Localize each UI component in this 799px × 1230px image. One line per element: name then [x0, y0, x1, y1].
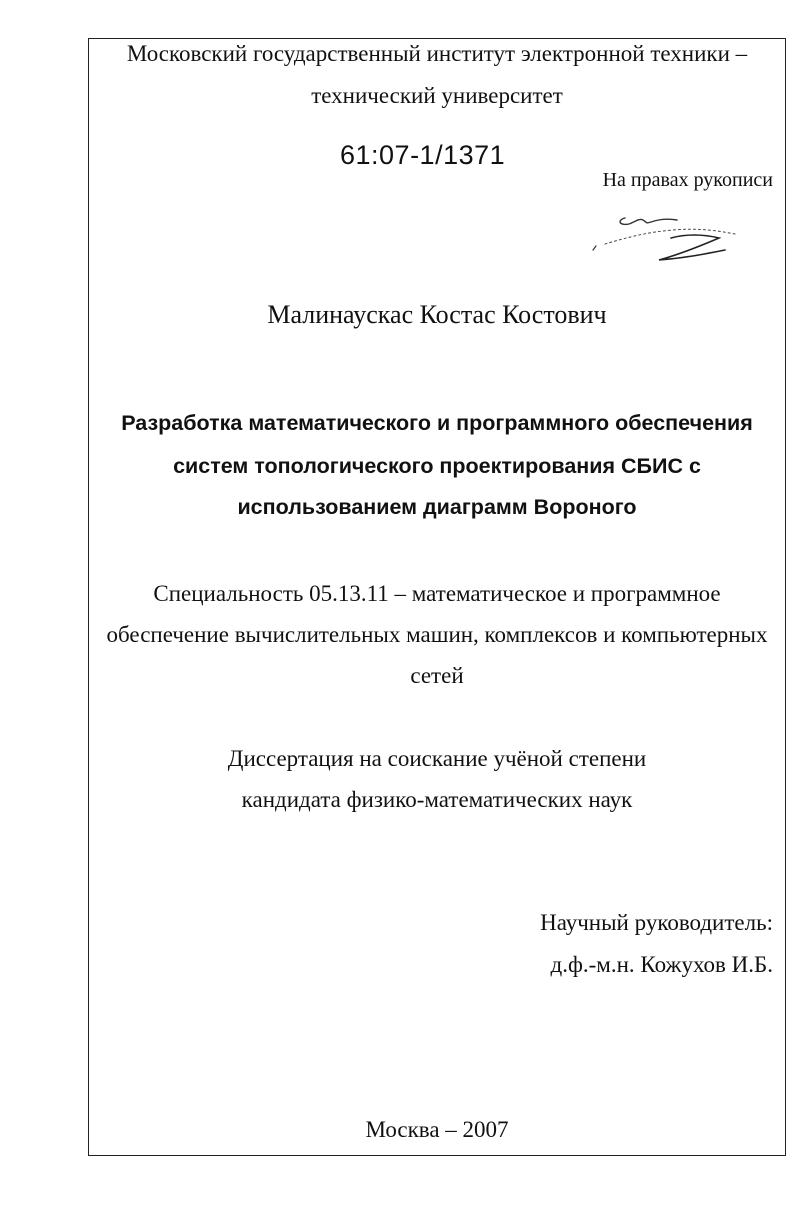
place-and-year: Москва – 2007	[365, 1117, 509, 1142]
catalog-number: 61:07-1/1371	[340, 140, 506, 170]
author-name: Малинаускас Костас Костович	[267, 300, 607, 329]
specialty-line-3: сетей	[410, 663, 464, 688]
institute-name-line-1: Московский государственный институт электронной техники –	[126, 41, 748, 66]
supervisor-name: д.ф.-м.н. Кожухов И.Б.	[550, 952, 773, 977]
dissertation-title-line-1: Разработка математического и программного обеспечения	[121, 411, 753, 435]
degree-line-2: кандидата физико-математических наук	[241, 787, 633, 812]
dissertation-title-line-3: использованием диаграмм Вороного	[237, 495, 637, 519]
rights-note: На правах рукописи	[602, 169, 773, 191]
dissertation-title-line-2: систем топологического проектирования СБИС с	[173, 454, 701, 478]
specialty-line-1: Специальность 05.13.11 – математическое и программное	[153, 581, 721, 606]
institute-name-line-2: технический университет	[311, 83, 563, 108]
degree-line-1: Диссертация на соискание учёной степени	[227, 746, 647, 771]
handwritten-signature	[585, 204, 775, 274]
specialty-line-2: обеспечение вычислительных машин, комплексов и компьютерных	[106, 622, 768, 647]
supervisor-label: Научный руководитель:	[540, 910, 773, 935]
